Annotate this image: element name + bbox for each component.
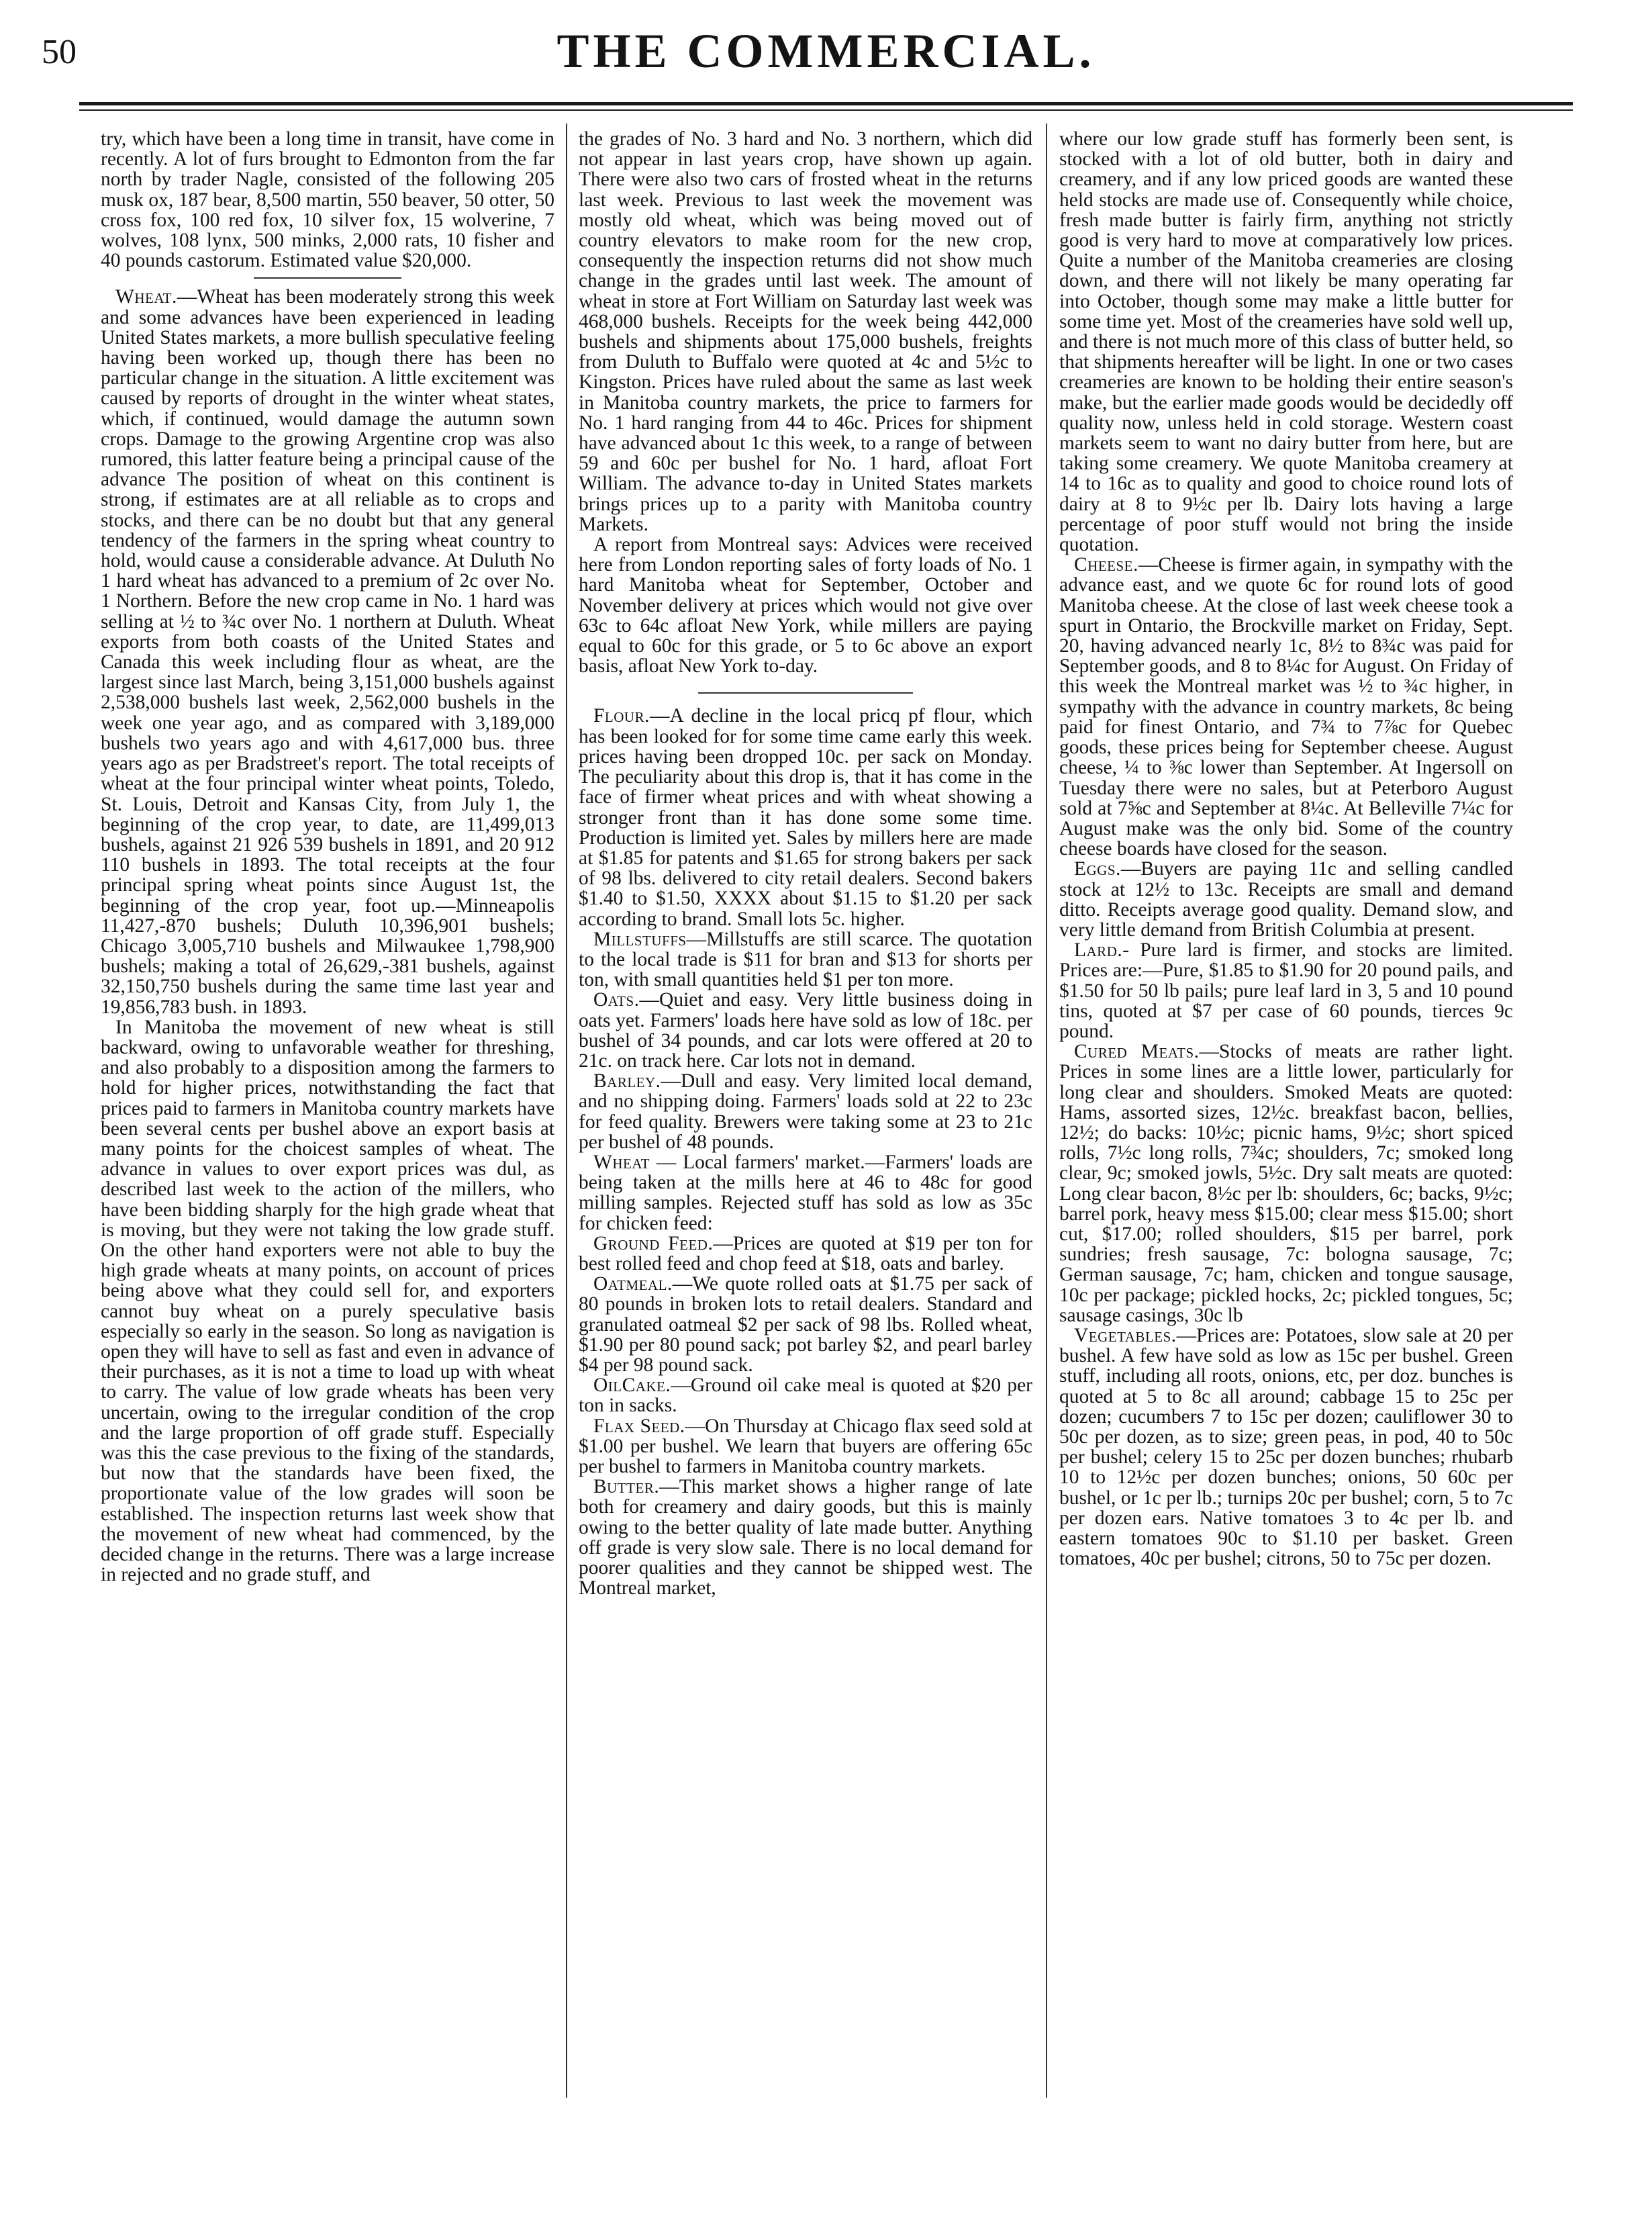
section-body: —Stocks of meats are rather light. Prices in some lines are a little lower, particularly for long clear and shoulders. Smoked Meats are quoted: Hams, assorted sizes, 12½c. breakfast bacon, bellies, 12½; do backs: 10½c; picnic hams, 9½c; short spiced rolls, 7½c long rolls, 7¾c; shoulders, 7c; smoked long clear, 9c; smoked jowls, 5½c. Dry salt meats are quoted: Long clear bacon, 8½c per lb: shoulders, 6c; backs, 9½c; barrel pork, heavy mess $15.00; clear mess $15.00; short cut, $17.00; rolled shoulders, $15 per barrel, pork sundries; fresh sausage, 7c: bologna sausage, 7c; German sausage, 7c; ham, chicken and tongue sausage, 10c per package; pickled hocks, 2c; pickled tongues, 5c; sausage casings, 30c lb [1059,1041,1513,1326]
butter-continued-paragraph: where our low grade stuff has formerly been sent, is stocked with a lot of old butter, both in dairy and creamery, and if any low priced goods are wanted these held stocks are made use of. Consequently while choice, fresh made butter is fairly firm, anything not strictly good is very hard to move at comparatively low prices. Quite a number of the Manitoba creameries are closing down, and there will not likely be many operating far into October, though some may make a little butter for some time yet. Most of the creameries have sold well up, and there is not much more of this class of butter held, so that shipments hereafter will be light. In one or two cases creameries are known to be holding their entire season's make, but the earlier made goods would be decidedly off quality now, unless held in cold storage. Western coast markets seem to want no dairy butter from here, but are taking some creamery. We quote Manitoba creamery at 14 to 16c as to quality and good to choice round lots of dairy at 8 to 9½c per lb. Dairy lots having a large percentage of poor stuff would not bring the inside quotation. [1059,129,1513,556]
butter-section [579,1477,1032,1598]
column-divider [566,124,567,2098]
section-body: —Prices are: Potatoes, slow sale at 20 per bushel. A few have sold as low as 15c per bushel. Green stuff, including all roots, onions, etc, per doz. bunches is quoted at 5 to 8c all around; cabbage 15 to 25c per dozen; cucumbers 7 to 15c per dozen; cauliflower 30 to 50c per dozen, as to size; green peas, in pod, 40 to 50c per bushel; celery 15 to 25c per dozen bunches; rhubarb 10 to 12½c per dozen bunches; onions, 50 60c per bushel, or 1c per lb.; turnips 20c per bushel; corn, 5 to 7c per dozen ears. Native tomatoes 3 to 4c per lb. and eastern tomatoes 90c to $1.10 per basket. Green tomatoes, 40c per bushel; citrons, 50 to 75c per dozen. [1059,1324,1513,1570]
section-body: —Dull and easy. Very limited local demand, and no shipping doing. Farmers' loads sold at 22 to 23c for feed quality. Brewers were taking some at 23 to 21c per bushel of 48 pounds. [579,1070,1032,1153]
section-body: —Buyers are paying 11c and selling candled stock at 12½ to 13c. Receipts are small and demand ditto. Receipts average good quality. Demand slow, and very little demand from British Columbia at present. [1059,858,1513,941]
section-body: —Wheat has been moderately strong this week and some advances have been experienced in leading United States markets, a more bullish speculative feeling having been worked up, though there has been no particular change in the situation. A little excitement was caused by reports of drought in the winter wheat states, which, if continued, would damage the autumn sown crops. Damage to the growing Argentine crop was also rumored, this latter feature being a principal cause of the advance The position of wheat on this continent is strong, if estimates are at all reliable as to crops and stocks, and there can be no doubt but that any general tendency of the farmers in the spring wheat country to hold, would cause a considerable advance. At Duluth No 1 hard wheat has advanced to a premium of 2c over No. 1 Northern. Before the new crop came in No. 1 hard was selling at ½ to ¾c over No. 1 northern at Duluth. Wheat exports from both coasts of the United States and Canada this week including flour as wheat, are the largest since last March, being 3,151,000 bushels against 2,538,000 bushels last week, 2,562,000 bushels in the week one year ago, and as compared with 3,189,000 bushels two years ago and with 4,617,000 bus. three years ago as per Bradstreet's report. The total receipts of wheat at the four principal winter wheat points, Toledo, St. Louis, Detroit and Kansas City, from July 1, the beginning of the crop year, to date, are 11,499,013 bushels, against 21 926 539 bushels in 1891, and 20 912 110 bushels in 1893. The total receipts at the four principal spring wheat points since August 1st, the beginning of the crop year, foot up.—Minneapolis 11,427,-870 bushels; Duluth 10,396,901 bushels; Chicago 3,005,710 bushels and Milwaukee 1,798,900 bushels; making a total of 26,629,-381 bushels, against 32,150,750 bushels during the same time last year and 19,856,783 bush. in 1893. [101,286,554,1018]
cured-meats-section [1059,1041,1513,1325]
column-divider [1046,124,1047,2098]
section-divider [254,277,401,279]
section-body: - Pure lard is firmer, and stocks are limited. Prices are:—Pure, $1.85 to $1.90 for 20 pound pails, and $1.50 for 50 lb pails; pure leaf lard in 3, 5 and 10 pound tins, quoted at $7 per case of 60 pounds, tierces 9c pound. [1059,939,1513,1042]
montreal-paragraph: A report from Montreal says: Advices were received here from London reporting sales of forty loads of No. 1 hard Manitoba wheat for September, October and November delivery at prices which would not give over 63c to 64c afloat New York, while millers are paying equal to 60c for this grade, or 5 to 6c above an export basis, afloat New York to-day. [579,534,1032,678]
eggs-section [1059,859,1513,940]
section-heading: Ground Feed. [593,1232,714,1254]
furs-paragraph: try, which have been a long time in transit, have come in recently. A lot of furs brought to Edmonton from the far north by trader Nagle, consisted of the following 205 musk ox, 187 bear, 8,500 martin, 550 beaver, 50 otter, 50 cross fox, 100 red fox, 10 silver fox, 15 wolverine, 7 wolves, 108 lynx, 500 minks, 2,000 rats, 10 fisher and 40 pounds castorum. Estimated value $20,000. [101,129,554,272]
section-heading: Cheese. [1074,554,1138,576]
masthead-title: THE COMMERCIAL. [556,24,1096,78]
section-body: —A decline in the local pricq pf flour, which has been looked for for some time came early this week. prices having been dropped 10c. per sack on Monday. The peculiarity about this drop is, that it has come in the face of firmer wheat prices and with wheat showing a stronger front than it has done some some time. Production is limited yet. Sales by millers here are made at $1.85 for patents and $1.65 for strong bakers per sack of 98 lbs. delivered to city retail dealers. Second bakers $1.40 to $1.50, XXXX about $1.15 to $1.20 per sack according to brand. Small lots 5c. higher. [579,705,1032,930]
vegetables-section [1059,1325,1513,1569]
flax-seed-section [579,1416,1032,1477]
section-body: —This market shows a higher range of late both for creamery and dairy goods, but this is mainly owing to the better quality of late made butter. Anything off grade is very slow sale. There is no local demand for poorer qualities and they cannot be shipped west. The Montreal market, [579,1476,1032,1599]
cheese-section [1059,555,1513,859]
column-3 [1059,129,1513,2143]
grades-paragraph: the grades of No. 3 hard and No. 3 northern, which did not appear in last years crop, have shown up again. There were also two cars of frosted wheat in the returns last week. Previous to last week the movement was mostly old wheat, which was being moved out of country elevators to make room for the new crop, consequently the inspection returns did not show much change in the grades until last week. The amount of wheat in store at Fort William on Saturday last week was 468,000 bushels. Receipts for the week being 442,000 bushels and shipments about 175,000 bushels, freights from Duluth to Buffalo were quoted at 4c and 5½c to Kingston. Prices have ruled about the same as last week in Manitoba country markets, the price to farmers for No. 1 hard ranging from 44 to 46c. Prices for shipment have advanced about 1c this week, to a range of between 59 and 60c per bushel for No. 1 hard, afloat Fort William. The advance to-day in United States markets brings prices up to a parity with Manitoba country Markets. [579,129,1032,535]
section-heading: Oatmeal. [593,1273,673,1295]
section-heading: Butter. [593,1476,660,1498]
column-1 [101,129,554,2143]
local-wheat-section [579,1152,1032,1233]
section-body: —We quote rolled oats at $1.75 per sack of 80 pounds in broken lots to retail dealers. Standard and granulated oatmeal $2 per sack of 98 lbs. Rolled wheat, $1.90 per 80 pound sack; pot barley $2, and pearl barley $4 per 98 pound sack. [579,1273,1032,1376]
oats-section [579,990,1032,1071]
page-number: 50 [42,33,77,71]
lard-section [1059,940,1513,1041]
section-body: — Local farmers' market.—Farmers' loads are being taken at the mills here at 46 to 48c for good milling samples. Rejected stuff has sold as low as 35c for chicken feed: [579,1151,1032,1234]
oatmeal-section [579,1274,1032,1375]
ground-feed-section [579,1233,1032,1274]
manitoba-paragraph: In Manitoba the movement of new wheat is still backward, owing to unfavorable weather for threshing, and also probably to a disposition among the farmers to hold for higher prices, notwithstanding the fact that prices paid to farmers in Manitoba country markets have been several cents per bushel above an export basis at many points for the choicest samples of wheat. The advance in values to over export prices was dul, as described last week to the action of the millers, who have been bidding sharply for the high grade wheat that is moving, but they were not taking the low grade stuff. On the other hand exporters were not able to buy the high grade wheats at many points, on account of prices being above what they could sell for, and exporters cannot buy wheat on a purely speculative basis especially so early in the season. So long as navigation is open they will have to sell as fast and even in advance of their purchases, as it is not a time to load up with wheat to carry. The value of low grade wheats has been very uncertain, owing to the irregular condition of the crop and the large proportion of off grade stuff. Especially was this the case previous to the fixing of the standards, but now that the standards have been fixed, the proportionate value of the low grades will soon be established. The inspection returns last week show that the movement of new wheat had commenced, by the decided change in the returns. There was a large increase in rejected and no grade stuff, and [101,1016,554,1586]
header-rule [79,102,1573,105]
header-rule-thin [79,109,1573,111]
section-body: —Prices are quoted at $19 per ton for best rolled feed and chop feed at $18, oats and barley. [579,1232,1032,1274]
section-heading: Flour. [593,705,650,727]
section-heading: Wheat. [115,286,177,308]
column-2 [579,129,1032,2143]
section-heading: Flax Seed. [593,1415,685,1437]
section-body: —Ground oil cake meal is quoted at $20 per ton in sacks. [579,1374,1032,1417]
section-heading: Barley. [593,1070,661,1092]
millstuffs-section [579,929,1032,990]
wheat-section [101,287,554,1017]
section-heading: Lard. [1074,939,1123,962]
flour-section [579,706,1032,929]
barley-section [579,1071,1032,1152]
section-heading: Wheat [593,1151,650,1173]
section-heading: OilCake. [593,1374,671,1397]
section-body: —On Thursday at Chicago flax seed sold at $1.00 per bushel. We learn that buyers are offering 65c per bushel to farmers in Manitoba country markets. [579,1415,1032,1477]
oilcake-section [579,1375,1032,1415]
section-heading: Millstuffs [593,928,687,950]
section-divider [698,692,913,694]
section-body: —Quiet and easy. Very little business doing in oats yet. Farmers' loads here have sold as low of 18c. per bushel of 34 pounds, and car lots were offered at 20 to 21c. on track here. Car lots not in demand. [579,989,1032,1072]
section-heading: Eggs. [1074,858,1121,880]
section-heading: Oats. [593,989,640,1011]
section-body: —Cheese is firmer again, in sympathy with the advance east, and we quote 6c for round lots of good Manitoba cheese. At the close of last week cheese took a spurt in Ontario, the Brockville market on Friday, Sept. 20, having advanced nearly 1c, 8½ to 8¾c was paid for September goods, and 8 to 8¼c for August. On Friday of this week the Montreal market was ½ to ¾c higher, in sympathy with the advance in country markets, 8c being paid for finest Ontario, and 7¾ to 7⅞c for Quebec goods, these prices being for September cheese. August cheese, ¼ to ⅜c lower than September. At Ingersoll on Tuesday there were no sales, but at Peterboro August sold at 7⅝c and September at 8¼c. At Belleville 7¼c for August make was the only bid. Some of the country cheese boards have closed for the season. [1059,554,1513,860]
section-heading: Vegetables. [1074,1324,1177,1346]
section-heading: Cured Meats. [1074,1041,1200,1063]
section-body: —Millstuffs are still scarce. The quotation to the local trade is $11 for bran and $13 for shorts per ton, with small quantities held $1 per ton more. [579,928,1032,991]
